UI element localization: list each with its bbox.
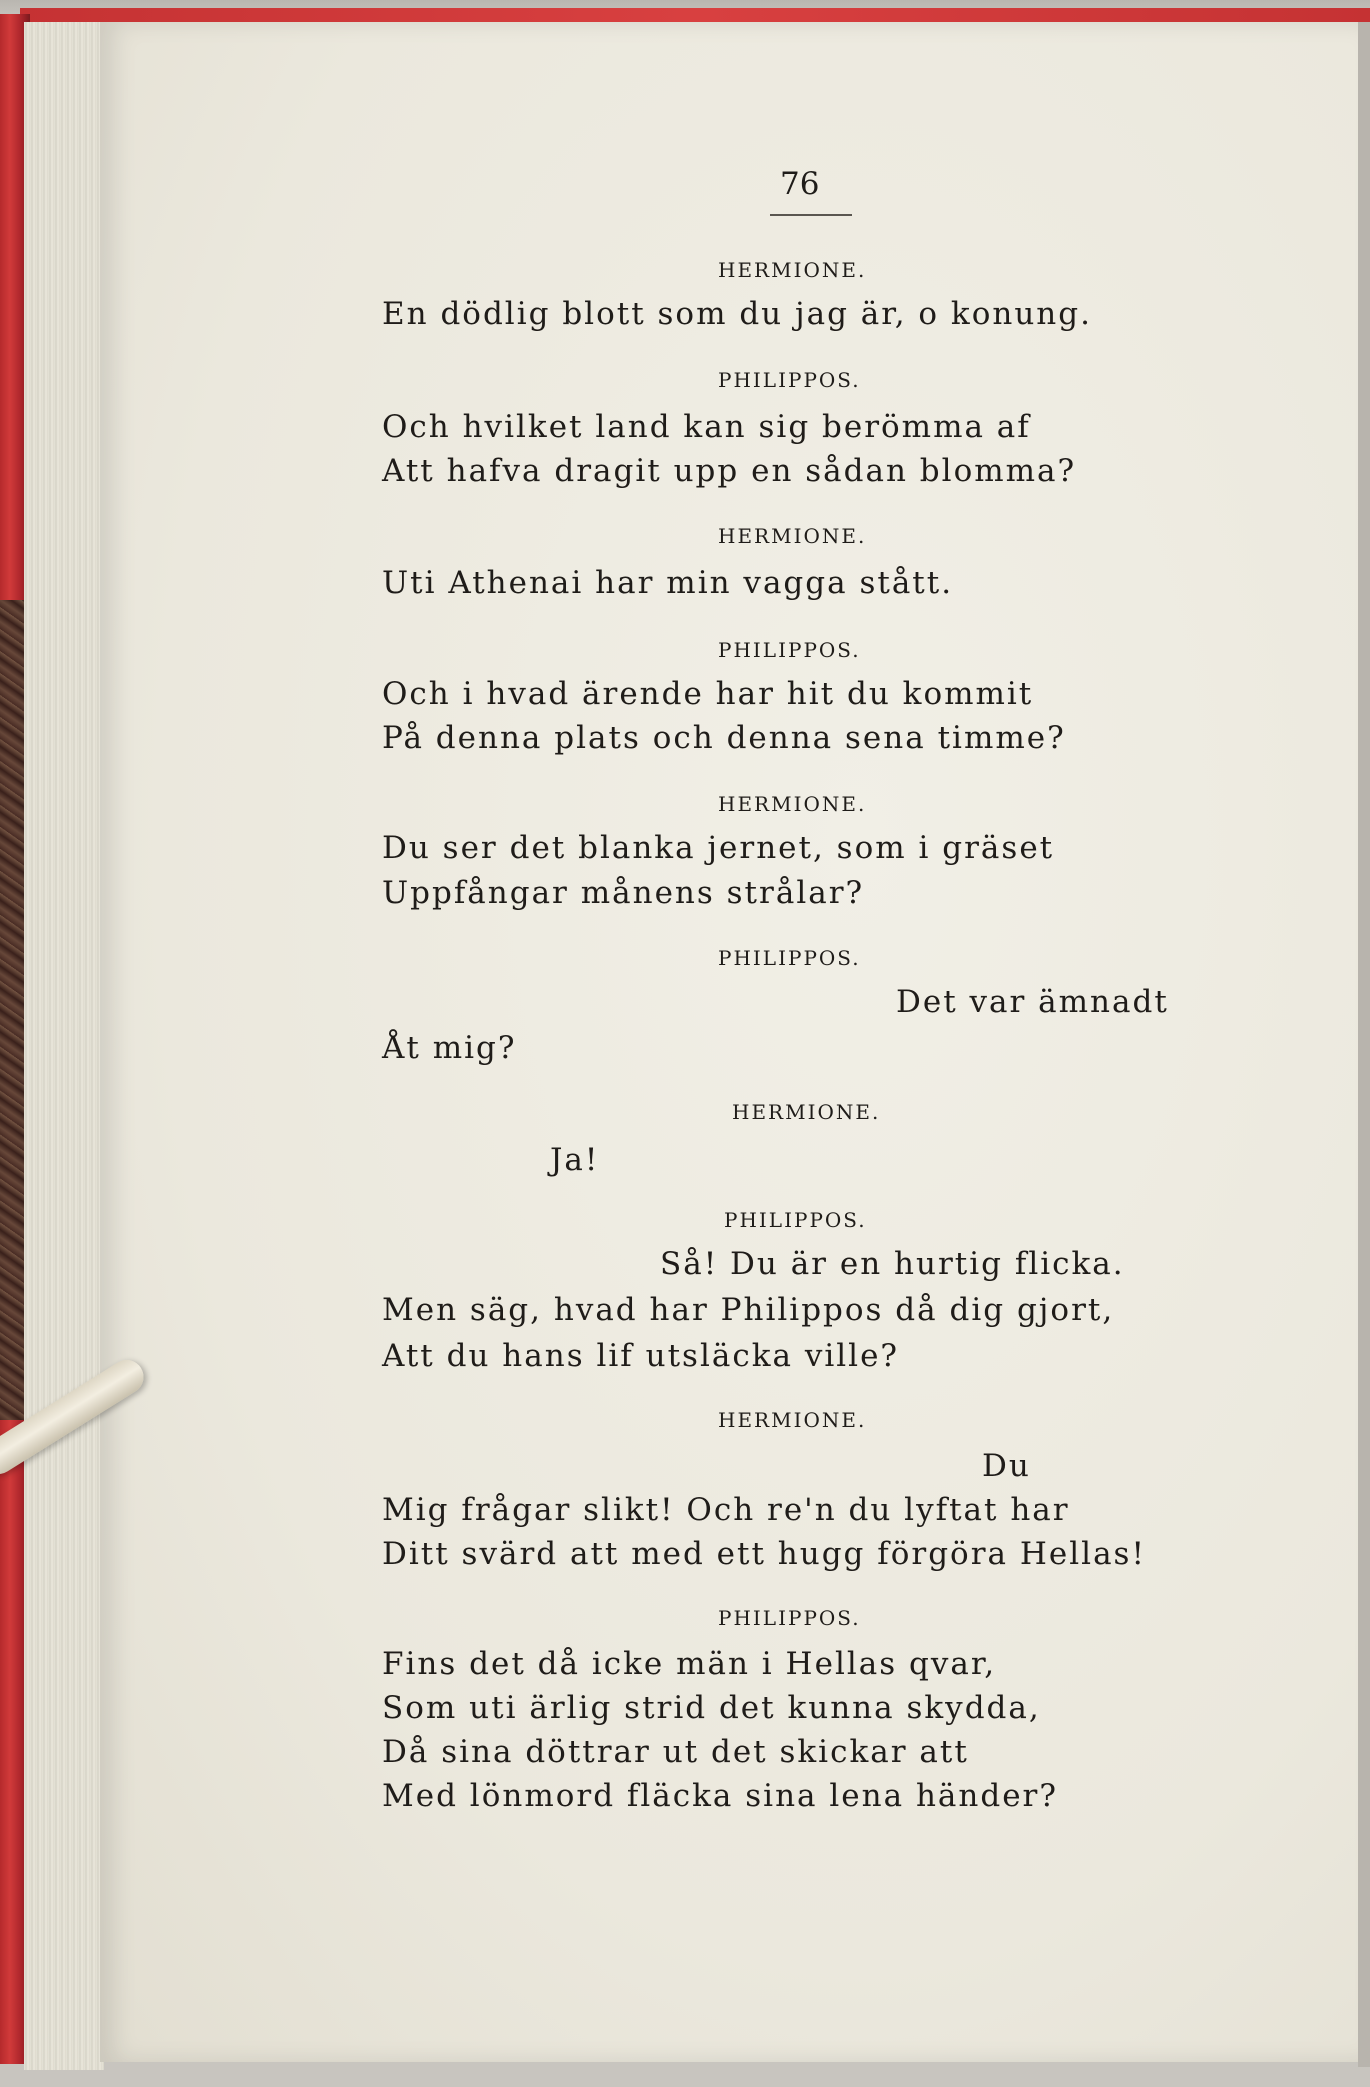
speaker-label: PHILIPPOS. (718, 1606, 861, 1630)
verse-line: En dödlig blott som du jag är, o konung. (382, 296, 1092, 332)
speaker-label: PHILIPPOS. (718, 368, 861, 392)
verse-line: Det var ämnadt (896, 984, 1169, 1020)
verse-line: Du (982, 1448, 1031, 1484)
speaker-label: HERMIONE. (718, 524, 867, 548)
speaker-label: HERMIONE. (718, 1408, 867, 1432)
speaker-label: HERMIONE. (718, 792, 867, 816)
verse-line: Uppfångar månens strålar? (382, 875, 865, 911)
speaker-label: PHILIPPOS. (724, 1208, 867, 1232)
verse-line: Och i hvad ärende har hit du kommit (382, 676, 1034, 712)
verse-line: Fins det då icke män i Hellas qvar, (382, 1646, 997, 1682)
verse-line: Att du hans lif utsläcka ville? (382, 1338, 900, 1374)
speaker-label: PHILIPPOS. (718, 638, 861, 662)
verse-line: Att hafva dragit upp en sådan blomma? (382, 453, 1077, 489)
verse-line: Och hvilket land kan sig berömma af (382, 409, 1031, 445)
verse-line: Så! Du är en hurtig flicka. (660, 1246, 1125, 1282)
verse-line: Mig frågar slikt! Och re'n du lyftat har (382, 1492, 1070, 1528)
verse-line: Som uti ärlig strid det kunna skydda, (382, 1690, 1041, 1726)
page-number-rule (770, 214, 852, 216)
verse-line: Uti Athenai har min vagga stått. (382, 565, 954, 601)
verse-line: Åt mig? (382, 1030, 517, 1066)
speaker-label: PHILIPPOS. (718, 946, 861, 970)
speaker-label: HERMIONE. (718, 258, 867, 282)
verse-line: Du ser det blanka jernet, som i gräset (382, 830, 1055, 866)
page-number: 76 (780, 166, 820, 202)
verse-line: Ditt svärd att med ett hugg förgöra Hellas! (382, 1536, 1146, 1572)
verse-line: Med lönmord fläcka sina lena händer? (382, 1778, 1058, 1814)
verse-line: Men säg, hvad har Philippos då dig gjort, (382, 1292, 1115, 1328)
verse-line: På denna plats och denna sena timme? (382, 720, 1066, 756)
verse-line: Ja! (550, 1142, 600, 1178)
speaker-label: HERMIONE. (732, 1100, 881, 1124)
verse-line: Då sina döttrar ut det skickar att (382, 1734, 969, 1770)
